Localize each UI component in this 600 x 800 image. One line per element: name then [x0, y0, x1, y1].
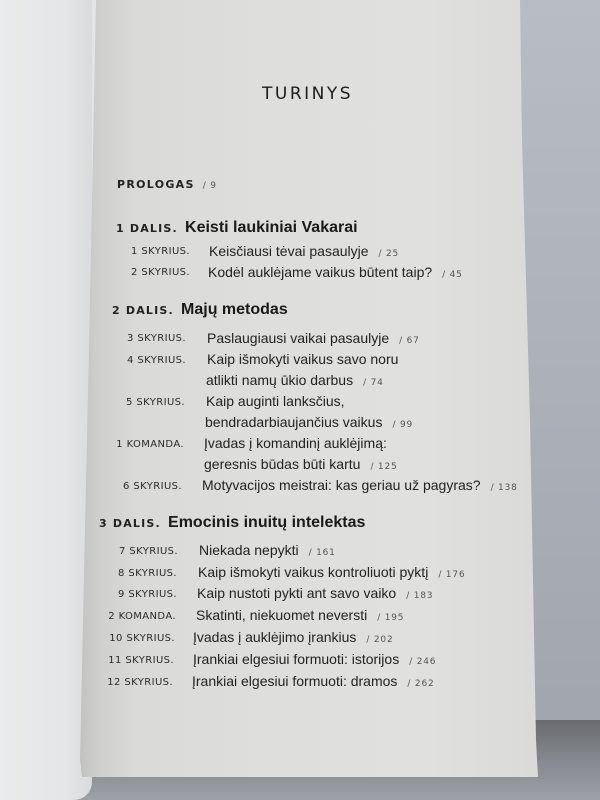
chapter-title: Įvadas į komandinį auklėjimą:	[204, 435, 387, 451]
prologue-entry	[117, 178, 217, 191]
chapter-label: 7 SKYRIUS.	[119, 546, 178, 557]
chapter-label: 2 SKYRIUS.	[131, 267, 190, 278]
page-number: / 202	[366, 635, 394, 645]
page-number: / 74	[363, 378, 384, 388]
page-number: / 67	[399, 336, 420, 346]
part-heading	[112, 299, 288, 319]
chapter-label: 3 SKYRIUS.	[127, 333, 186, 344]
chapter-title-continued: atlikti namų ūkio darbus	[206, 372, 354, 388]
page-number: / 176	[438, 570, 466, 580]
chapter-title: Motyvacijos meistrai: kas geriau už pagyras?	[202, 477, 481, 493]
chapter-title: Niekada nepykti	[199, 542, 299, 558]
part-number: 1 DALIS.	[116, 222, 178, 235]
chapter-label: 1 SKYRIUS.	[131, 246, 190, 257]
chapter-label: 8 SKYRIUS.	[118, 568, 177, 579]
chapter-title: Kodėl auklėjame vaikus būtent taip?	[208, 264, 433, 280]
part-number: 2 DALIS.	[112, 304, 174, 317]
chapter-label: 12 SKYRIUS.	[107, 677, 173, 688]
chapter-title: Kaip auginti lanksčius,	[206, 393, 345, 409]
part-title: Keisti laukiniai Vakarai	[185, 219, 358, 236]
chapter-label: 6 SKYRIUS.	[123, 481, 182, 492]
chapter-title: Įrankiai elgesiui formuoti: istorijos	[193, 651, 400, 667]
page-number: / 25	[378, 249, 400, 259]
part-heading	[116, 217, 358, 237]
chapter-label: 1 KOMANDA.	[116, 439, 184, 450]
chapter-label: 2 KOMANDA.	[108, 611, 176, 622]
chapter-title-continued: geresnis būdas būti kartu	[204, 456, 361, 472]
chapter-label: 9 SKYRIUS.	[118, 589, 177, 600]
chapter-label: 4 SKYRIUS.	[127, 355, 186, 366]
part-heading	[99, 512, 365, 532]
page-number: / 9	[202, 181, 217, 191]
part-title: Majų metodas	[181, 301, 288, 318]
chapter-label: 11 SKYRIUS.	[108, 655, 174, 666]
part-title: Emocinis inuitų intelektas	[168, 514, 366, 531]
page-number: / 195	[377, 613, 405, 623]
page-number: / 183	[406, 591, 434, 601]
prologue-label: PROLOGAS	[117, 178, 195, 191]
page-number: / 45	[442, 270, 463, 280]
chapter-title: Įvadas į auklėjimo įrankius	[193, 629, 357, 645]
chapter-title: Kaip nustoti pykti ant savo vaiko	[197, 585, 397, 601]
chapter-title: Kaip išmokyti vaikus kontroliuoti pyktį	[198, 564, 429, 580]
page-number: / 246	[409, 657, 437, 667]
chapter-title: Kaip išmokyti vaikus savo noru	[207, 351, 399, 367]
chapter-title: Paslaugiausi vaikai pasaulyje	[207, 330, 390, 346]
page-title: TURINYS	[262, 84, 354, 104]
part-number: 3 DALIS.	[99, 517, 161, 530]
chapter-label: 10 SKYRIUS.	[109, 633, 175, 644]
page-number: / 99	[392, 420, 413, 430]
page-number: / 161	[308, 548, 336, 558]
page-number: / 125	[370, 462, 398, 472]
chapter-label: 5 SKYRIUS.	[126, 397, 185, 408]
chapter-title: Keisčiausi tėvai pasaulyje	[209, 243, 369, 259]
chapter-title: Įrankiai elgesiui formuoti: dramos	[192, 673, 398, 689]
chapter-title-continued: bendradarbiaujančius vaikus	[205, 414, 383, 430]
page-number: / 262	[407, 679, 435, 689]
page-number: / 138	[490, 483, 518, 493]
chapter-title: Skatinti, niekuomet neversti	[196, 607, 368, 623]
